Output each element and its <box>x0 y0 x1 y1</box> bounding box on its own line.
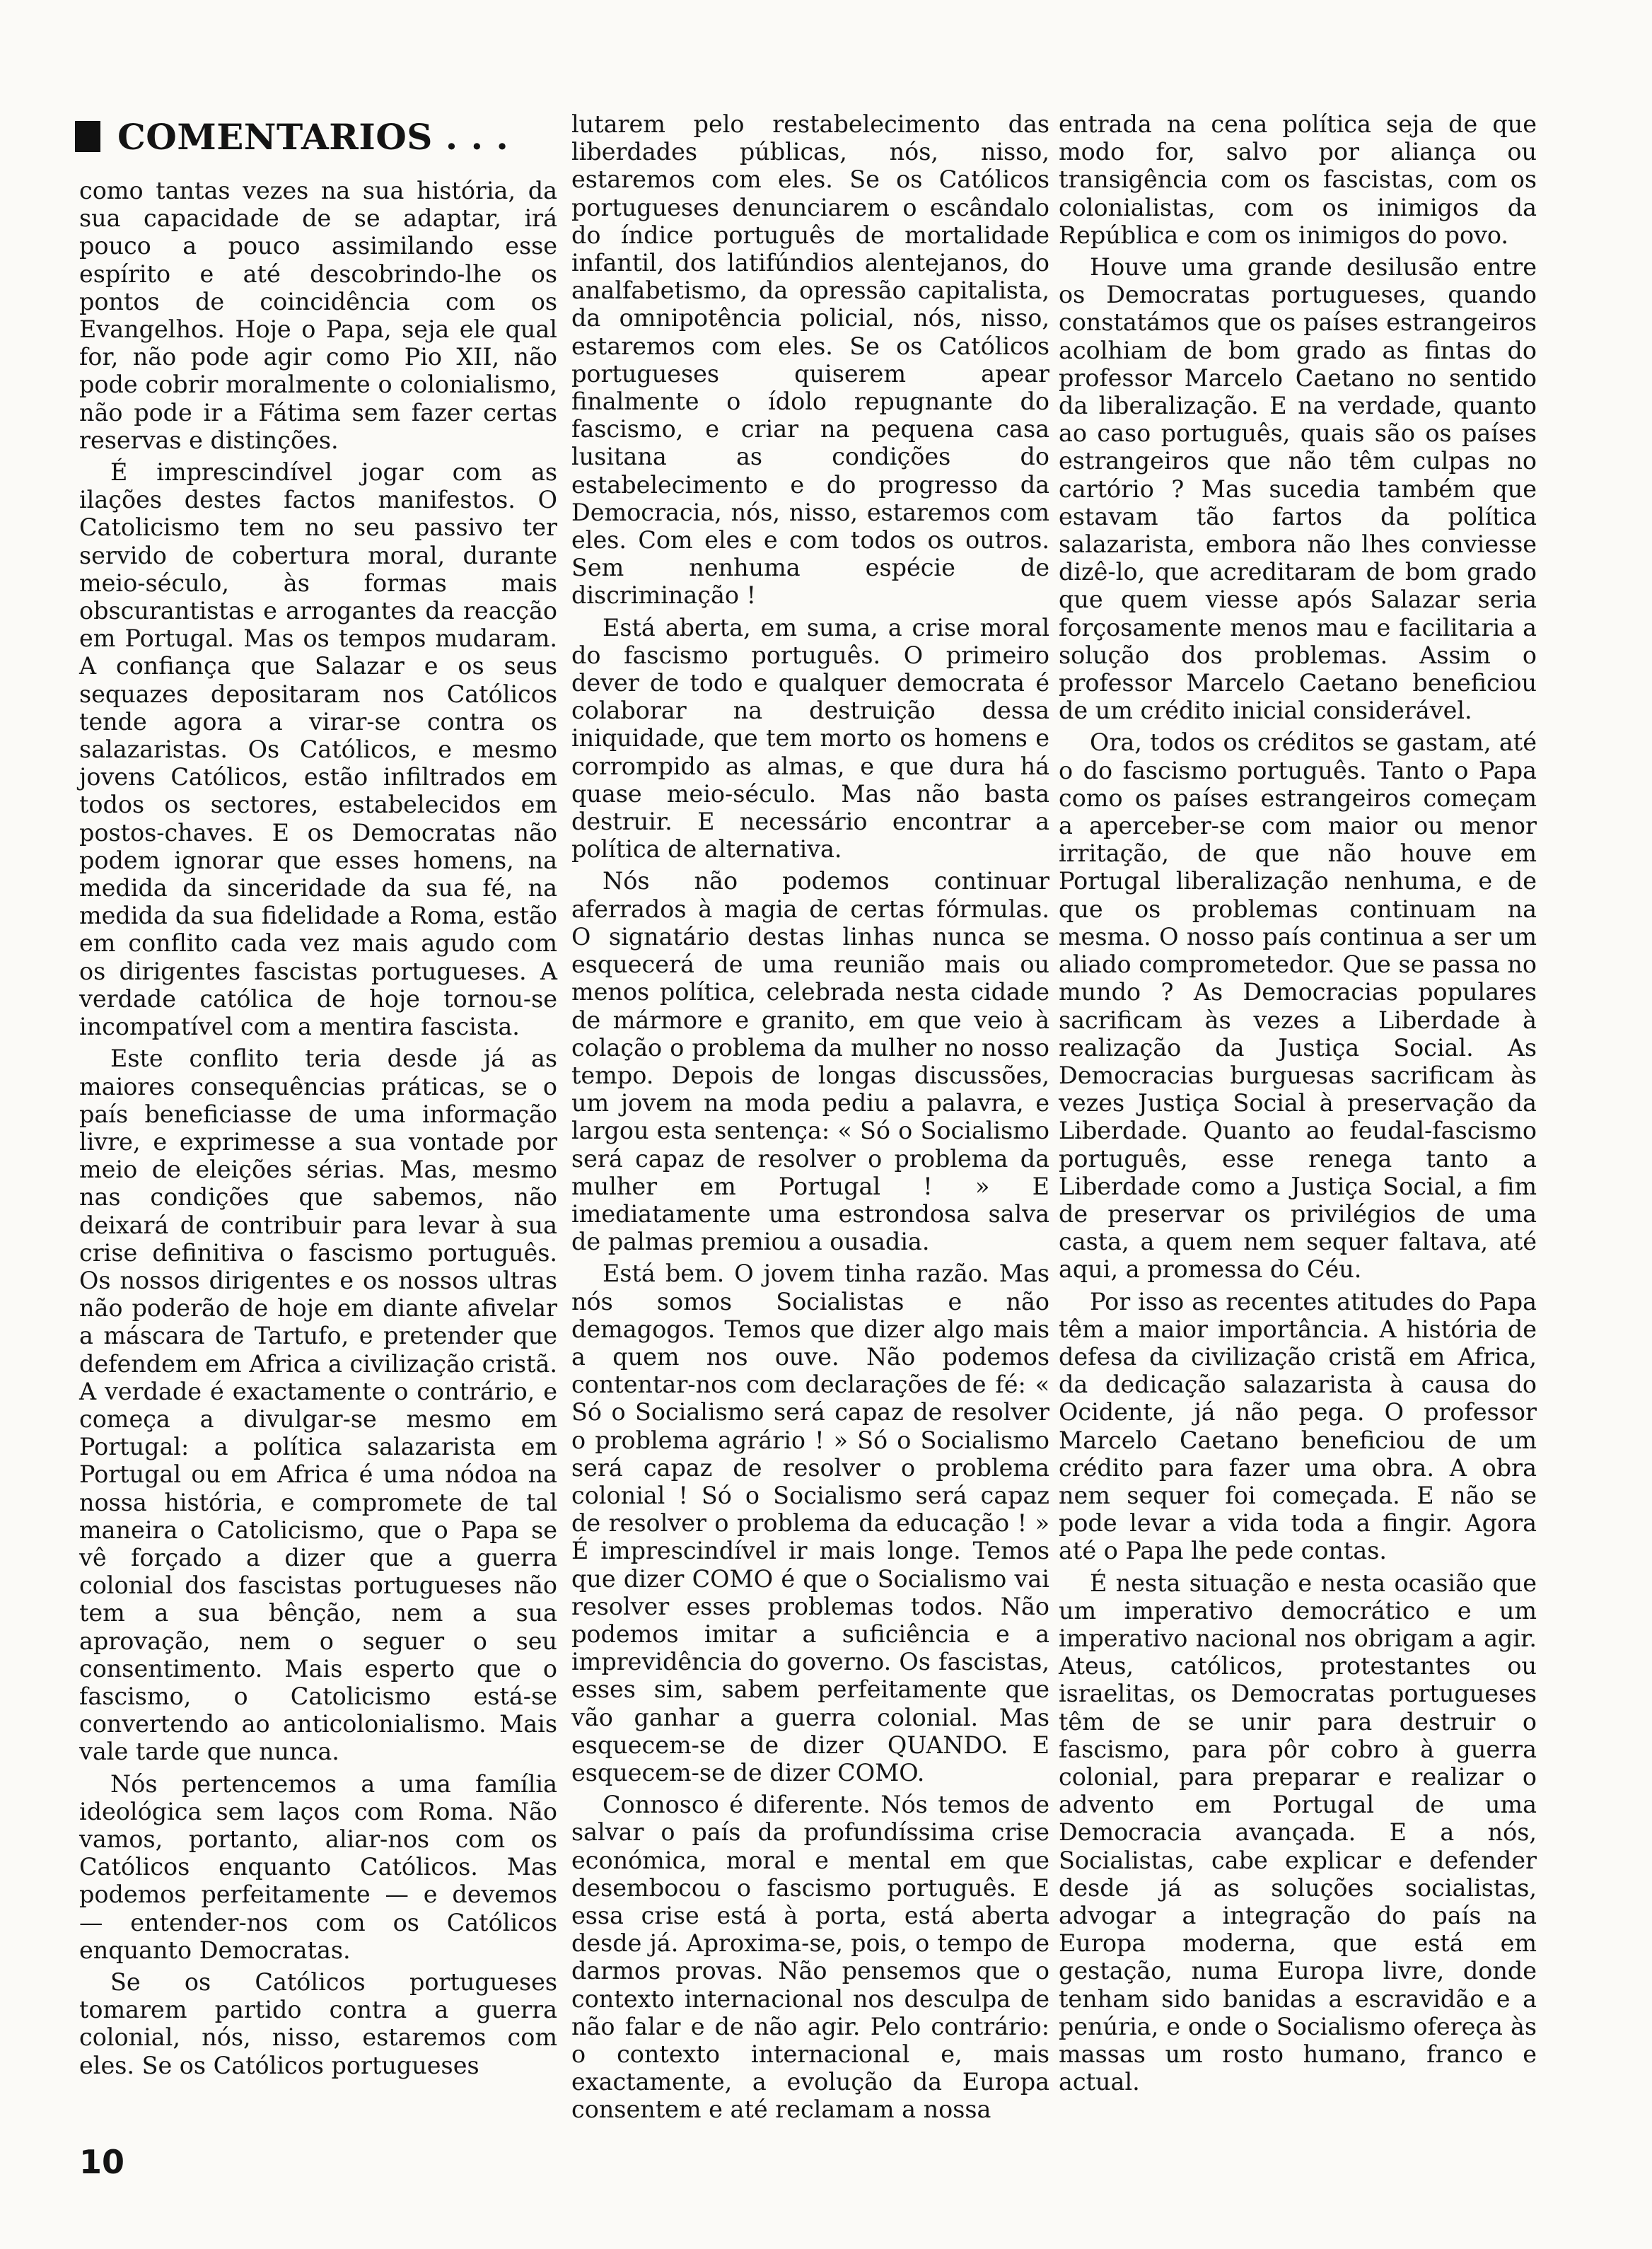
paragraph: Ora, todos os créditos se gastam, até o do fascismo português. Tanto o Papa como os países estrangeiros começam a aperceber-se com maior ou menor irritação, de que não houve em Portugal liberalização nenhuma, e de que os problemas continuam na mesma. O nosso país continua a ser um aliado comprometedor. Que se passa no mundo ? As Democracias populares sacrificam às vezes a Liberdade à realização da Justiça Social. As Democracias burguesas sacrificam às vezes Justiça Social à preservação da Liberdade. Quanto ao feudal-fascismo português, esse renega tanto a Liberdade como a Justiça Social, a fim de preservar os privilégios de uma casta, a quem nem sequer faltava, até aqui, a promessa do Céu. <box>1059 728 1537 1284</box>
paragraph: entrada na cena política seja de que modo for, salvo por aliança ou transigência com os fascistas, com os colonialistas, com os inimigos da República e com os inimigos do povo. <box>1059 110 1537 249</box>
black-square-icon <box>75 121 100 152</box>
paragraph: Está bem. O jovem tinha razão. Mas nós somos Socialistas e não demagogos. Temos que dizer algo mais a quem nos ouve. Não podemos contentar-nos com declarações de fé: « Só o Socialismo será capaz de resolver o problema agrário ! » Só o Socialismo será capaz de resolver o problema colonial ! Só o Socialismo será capaz de resolver o problema da educação ! » É imprescindível ir mais longe. Temos que dizer COMO é que o Socialismo vai resolver esses problemas todos. Não podemos imitar a suficiência e a imprevidência do governo. Os fascistas, esses sim, sabem perfeitamente que vão ganhar a guerra colonial. Mas esquecem-se de dizer QUANDO. E esquecem-se de dizer COMO. <box>571 1260 1049 1786</box>
section-heading <box>75 112 508 161</box>
paragraph: Se os Católicos portugueses tomarem partido contra a guerra colonial, nós, nisso, estaremos com eles. Se os Católicos portugueses <box>79 1968 557 2079</box>
paragraph: como tantas vezes na sua história, da sua capacidade de se adaptar, irá pouco a pouco assimilando esse espírito e até descobrindo-lhe os pontos de coincidência com os Evangelhos. Hoje o Papa, seja ele qual for, não pode agir como Pio XII, não pode cobrir moralmente o colonialismo, não pode ir a Fátima sem fazer certas reservas e distinções. <box>79 177 557 454</box>
text-column-3 <box>1059 110 1537 2096</box>
paragraph: lutarem pelo restabelecimento das liberdades públicas, nós, nisso, estaremos com eles. Se os Católicos portugueses denunciarem o escândalo do índice português de mortalidade infantil, dos latifúndios alentejanos, do analfabetismo, da opressão capitalista, da omnipotência policial, nós, nisso, estaremos com eles. Se os Católicos portugueses quiserem apear finalmente o ídolo repugnante do fascismo, e criar na pequena casa lusitana as condições do estabelecimento e do progresso da Democracia, nós, nisso, estaremos com eles. Com eles e com todos os outros. Sem nenhuma espécie de discriminação ! <box>571 110 1049 610</box>
page-number: 10 <box>79 2143 125 2181</box>
paragraph: Connosco é diferente. Nós temos de salvar o país da profundíssima crise económica, moral e mental em que desembocou o fascismo português. E essa crise está à porta, está aberta desde já. Aproxima-se, pois, o tempo de darmos provas. Não pensemos que o contexto internacional nos desculpa de não falar e de não agir. Pelo contrário: o contexto internacional e, mais exactamente, a evolução da Europa consentem e até reclamam a nossa <box>571 1791 1049 2124</box>
section-title: COMENTARIOS . . . <box>117 115 509 158</box>
paragraph: Está aberta, em suma, a crise moral do fascismo português. O primeiro dever de todo e qualquer democrata é colaborar na destruição dessa iniquidade, que tem morto os homens e corrompido as almas, e que dura há quase meio-século. Mas não basta destruir. E necessário encontrar a política de alternativa. <box>571 613 1049 864</box>
paragraph: Nós pertencemos a uma família ideológica sem laços com Roma. Não vamos, portanto, aliar-nos com os Católicos enquanto Católicos. Mas podemos perfeitamente — e devemos — entender-nos com os Católicos enquanto Democratas. <box>79 1769 557 1964</box>
text-column-1 <box>79 177 557 2079</box>
paragraph: É imprescindível jogar com as ilações destes factos manifestos. O Catolicismo tem no seu passivo ter servido de cobertura moral, durante meio-século, às formas mais obscurantistas e arrogantes da reacção em Portugal. Mas os tempos mudaram. A confiança que Salazar e os seus sequazes depositaram nos Católicos tende agora a virar-se contra os salazaristas. Os Católicos, e mesmo jovens Católicos, estão infiltrados em todos os sectores, estabelecidos em postos-chaves. E os Democratas não podem ignorar que esses homens, na medida da sinceridade da sua fé, na medida da sua fidelidade a Roma, estão em conflito cada vez mais agudo com os dirigentes fascistas portugueses. A verdade católica de hoje tornou-se incompatível com a mentira fascista. <box>79 458 557 1041</box>
paragraph: Por isso as recentes atitudes do Papa têm a maior importância. A história de defesa da civilização cristã em Africa, da dedicação salazarista à causa do Ocidente, já não pega. O professor Marcelo Caetano beneficiou de um crédito para fazer uma obra. A obra nem sequer foi começada. E não se pode levar a vida toda a fingir. Agora até o Papa lhe pede contas. <box>1059 1287 1537 1565</box>
paragraph: Nós não podemos continuar aferrados à magia de certas fórmulas. O signatário destas linhas nunca se esquecerá de uma reunião mais ou menos política, celebrada nesta cidade de mármore e granito, em que veio à colação o problema da mulher no nosso tempo. Depois de longas discussões, um jovem na moda pediu a palavra, e largou esta sentença: « Só o Socialismo será capaz de resolver o problema da mulher em Portugal ! » E imediatamente uma estrondosa salva de palmas premiou a ousadia. <box>571 867 1049 1256</box>
paragraph: Houve uma grande desilusão entre os Democratas portugueses, quando constatámos que os países estrangeiros acolhiam de bom grado as fintas do professor Marcelo Caetano no sentido da liberalização. E na verdade, quanto ao caso português, quais são os países estrangeiros que não têm culpas no cartório ? Mas sucedia também que estavam tão fartos da política salazarista, embora não lhes conviesse dizê-lo, que acreditaram de bom grado que quem viesse após Salazar seria forçosamente menos mau e facilitaria a solução dos problemas. Assim o professor Marcelo Caetano beneficiou de um crédito inicial considerável. <box>1059 253 1537 725</box>
paragraph: Este conflito teria desde já as maiores consequências práticas, se o país beneficiasse de uma informação livre, e exprimesse a sua vontade por meio de eleições sérias. Mas, mesmo nas condições que sabemos, não deixará de contribuir para levar à sua crise definitiva o fascismo português. Os nossos dirigentes e os nossos ultras não poderão de hoje em diante afivelar a máscara de Tartufo, e pretender que defendem em Africa a civilização cristã. A verdade é exactamente o contrário, e começa a divulgar-se mesmo em Portugal: a política salazarista em Portugal ou em Africa é uma nódoa na nossa história, e compromete de tal maneira o Catolicismo, que o Papa se vê forçado a dizer que a guerra colonial dos fascistas portugueses não tem a sua bênção, nem a sua aprovação, nem o seguer o seu consentimento. Mais esperto que o fascismo, o Catolicismo está-se convertendo ao anticolonialismo. Mais vale tarde que nunca. <box>79 1045 557 1766</box>
text-column-2 <box>571 110 1049 2124</box>
paragraph: É nesta situação e nesta ocasião que um imperativo democrático e um imperativo nacional nos obrigam a agir. Ateus, católicos, protestantes ou israelitas, os Democratas portugueses têm de se unir para destruir o fascismo, para pôr cobro à guerra colonial, para preparar e realizar o advento em Portugal de uma Democracia avançada. E a nós, Socialistas, cabe explicar e defender desde já as soluções socialistas, advogar a integração do país na Europa moderna, que está em gestação, numa Europa livre, donde tenham sido banidas a escravidão e a penúria, e onde o Socialismo ofereça às massas um rosto humano, franco e actual. <box>1059 1569 1537 2096</box>
